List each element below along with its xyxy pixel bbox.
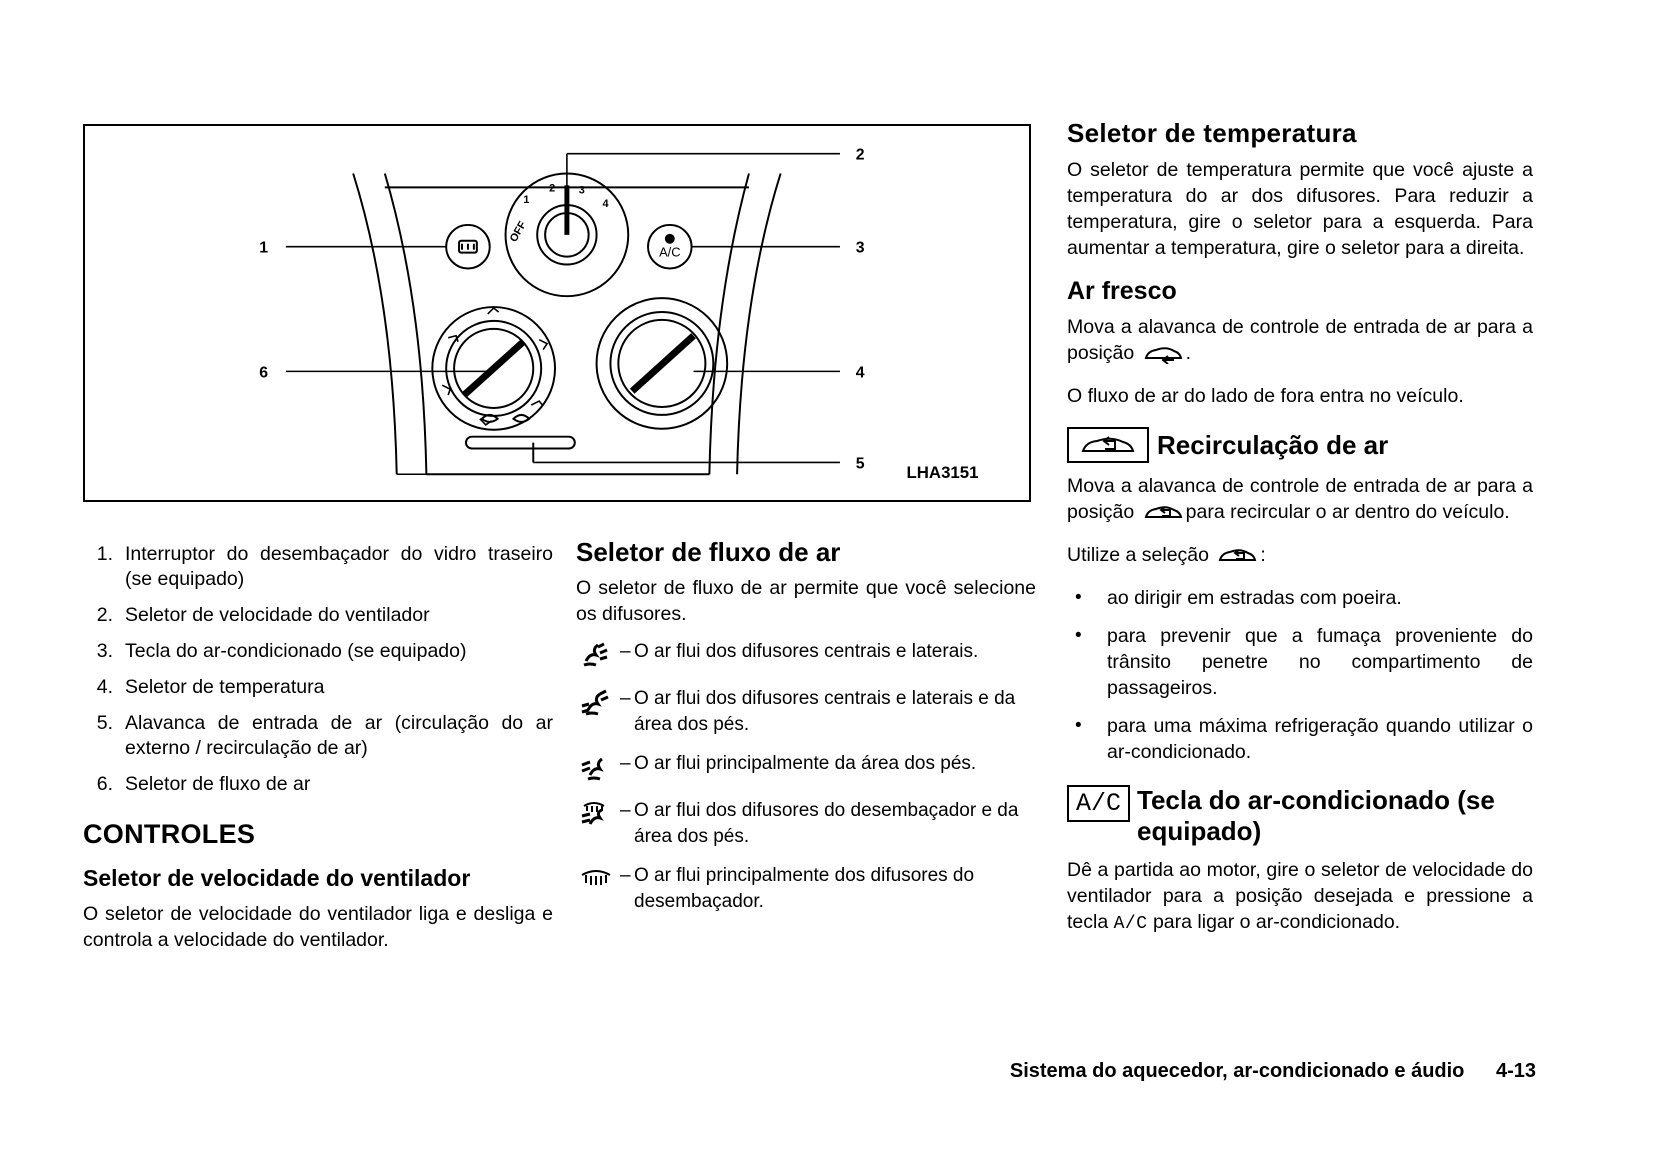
ac-icon-box: A/C (1067, 785, 1130, 822)
list-item (83, 675, 553, 700)
right-column (1067, 118, 1533, 949)
hvac-control-panel-figure (83, 124, 1031, 502)
fresh-air-body (1067, 314, 1533, 371)
list-item (576, 798, 1036, 850)
dash: – (620, 800, 631, 821)
temperature-selector-knob (597, 298, 728, 429)
recirculation-heading-row (1067, 427, 1533, 463)
list-item-label: Seletor de fluxo de ar (125, 773, 311, 795)
recirculation-heading: Recirculação de ar (1157, 429, 1389, 460)
svg-text:2: 2 (549, 182, 556, 195)
list-item-number: 1. (96, 543, 113, 565)
callout-4: 4 (855, 364, 865, 382)
recirculation-icon (1067, 427, 1149, 463)
left-column (83, 542, 553, 965)
ac-heading-row (1067, 785, 1533, 847)
blower-knob (506, 173, 629, 296)
callout-2: 2 (855, 146, 865, 164)
list-item-label: Alavanca de entrada de ar (circulação do ar externo / recirculação de ar) (125, 712, 553, 759)
svg-text:4: 4 (602, 198, 609, 211)
ac-body (1067, 857, 1533, 937)
vent-foot-icon (576, 751, 616, 785)
airflow-mode-label: O ar flui dos difusores do desembaçador e da área dos pés. (634, 800, 1019, 847)
ac-heading: Tecla do ar-condicionado (se equipado) (1137, 785, 1495, 846)
recirculation-use-text: Utilize a seleção (1067, 544, 1209, 566)
figure-code-label: LHA3151 (906, 463, 979, 483)
airflow-mode-label: O ar flui dos difusores centrais e laterais. (634, 641, 979, 662)
vent-defrost-icon (576, 863, 616, 897)
footer-chapter-title: Sistema do aquecedor, ar-condicionado e áudio (1009, 1060, 1465, 1082)
recirculation-text-b: para recircular o ar dentro do veículo. (1185, 501, 1510, 523)
dash: – (620, 641, 631, 662)
list-item: • para uma máxima refrigeração quando utilizar o ar-condicionado. (1067, 713, 1533, 765)
list-item-label: Interruptor do desembaçador do vidro traseiro (se equipado) (125, 543, 553, 590)
dash: – (620, 865, 631, 886)
component-list (83, 542, 553, 797)
recirculation-bullet-list (1067, 585, 1533, 765)
list-item (576, 639, 1036, 673)
list-item-number: 6. (96, 773, 113, 795)
ac-body-text-a: Dê a partida ao motor, gire o seletor de velocidade do ventilador para a posição desejada e pressione a tecla (1067, 859, 1533, 933)
ac-body-text-b: para ligar o ar-condicionado. (1152, 911, 1401, 933)
figure-drawing (85, 126, 1029, 500)
fresh-air-icon (1142, 344, 1184, 371)
airflow-mode-list (576, 639, 1036, 915)
list-item-number: 3. (96, 640, 113, 662)
callout-1: 1 (259, 239, 269, 257)
vent-face-icon (576, 639, 616, 673)
list-item-label: Seletor de temperatura (125, 676, 325, 698)
fresh-air-text-end: . (1185, 342, 1192, 364)
footer-page-number: 4-13 (1495, 1060, 1536, 1082)
airflow-mode-label: O ar flui principalmente da área dos pés. (634, 753, 977, 774)
list-item (83, 542, 553, 592)
page-footer (0, 1060, 1654, 1083)
list-item (83, 772, 553, 797)
dash: – (620, 753, 631, 774)
list-item (83, 603, 553, 628)
list-item (576, 686, 1036, 738)
list-item (576, 751, 1036, 785)
airflow-mode-label: O ar flui dos difusores centrais e laterais e da área dos pés. (634, 688, 1016, 735)
list-item-label: Seletor de velocidade do ventilador (125, 604, 430, 626)
dash: – (620, 688, 631, 709)
svg-text:1: 1 (523, 194, 530, 207)
airflow-selector-intro: O seletor de fluxo de ar permite que você selecione os difusores. (576, 577, 1036, 625)
airflow-selector-heading: Seletor de fluxo de ar (576, 537, 841, 567)
list-item-number: 2. (96, 604, 113, 626)
list-item: • ao dirigir em estradas com poeira. (1067, 585, 1533, 611)
callout-6: 6 (259, 364, 269, 382)
blower-speed-body: O seletor de velocidade do ventilador liga e desliga e controla a velocidade do ventilador. (83, 903, 553, 951)
blower-speed-heading: Seletor de velocidade do ventilador (83, 865, 471, 891)
recirculation-body (1067, 473, 1533, 530)
fresh-air-heading: Ar fresco (1067, 277, 1177, 305)
airflow-selector-knob (432, 307, 555, 430)
recirculation-inline-icon (1142, 503, 1184, 530)
vent-defrost-foot-icon (576, 798, 616, 832)
list-item (83, 639, 553, 664)
list-item (83, 711, 553, 761)
list-item: • para prevenir que a fumaça proveniente do trânsito penetre no compartimento de passageiros. (1067, 623, 1533, 701)
rear-defogger-button (446, 225, 490, 269)
ac-inline-label: A/C (1113, 914, 1148, 934)
middle-column (576, 538, 1036, 928)
svg-text:3: 3 (578, 184, 585, 197)
recirculation-use-end: : (1260, 544, 1266, 566)
temperature-selector-heading: Seletor de temperatura (1067, 118, 1357, 148)
recirculation-text-a: Mova a alavanca de controle de entrada de ar para a posição (1067, 475, 1533, 523)
vent-face-foot-icon (576, 686, 616, 720)
callout-5: 5 (855, 455, 865, 473)
ac-button-label: A/C (659, 244, 681, 260)
svg-text:OFF: OFF (507, 219, 529, 245)
list-item-number: 5. (96, 712, 113, 734)
callout-3: 3 (855, 239, 865, 257)
recirculation-inline-icon-2 (1216, 546, 1258, 573)
list-item-label: Tecla do ar-condicionado (se equipado) (125, 640, 467, 662)
list-item (576, 863, 1036, 915)
list-item-number: 4. (96, 676, 113, 698)
recirculation-use-line (1067, 542, 1533, 573)
temperature-selector-body: O seletor de temperatura permite que você ajuste a temperatura do ar dos difusores. Para reduzir a temperatura, gire o seletor para a esquerda. Para aumentar a temperatura, gire o seletor para a direita. (1067, 159, 1533, 259)
fresh-air-body-2: O fluxo de ar do lado de fora entra no veículo. (1067, 385, 1464, 407)
airflow-mode-label: O ar flui principalmente dos difusores do desembaçador. (634, 865, 975, 912)
fresh-air-text: Mova a alavanca de controle de entrada de ar para a posição (1067, 316, 1533, 364)
controls-heading: CONTROLES (83, 819, 256, 849)
